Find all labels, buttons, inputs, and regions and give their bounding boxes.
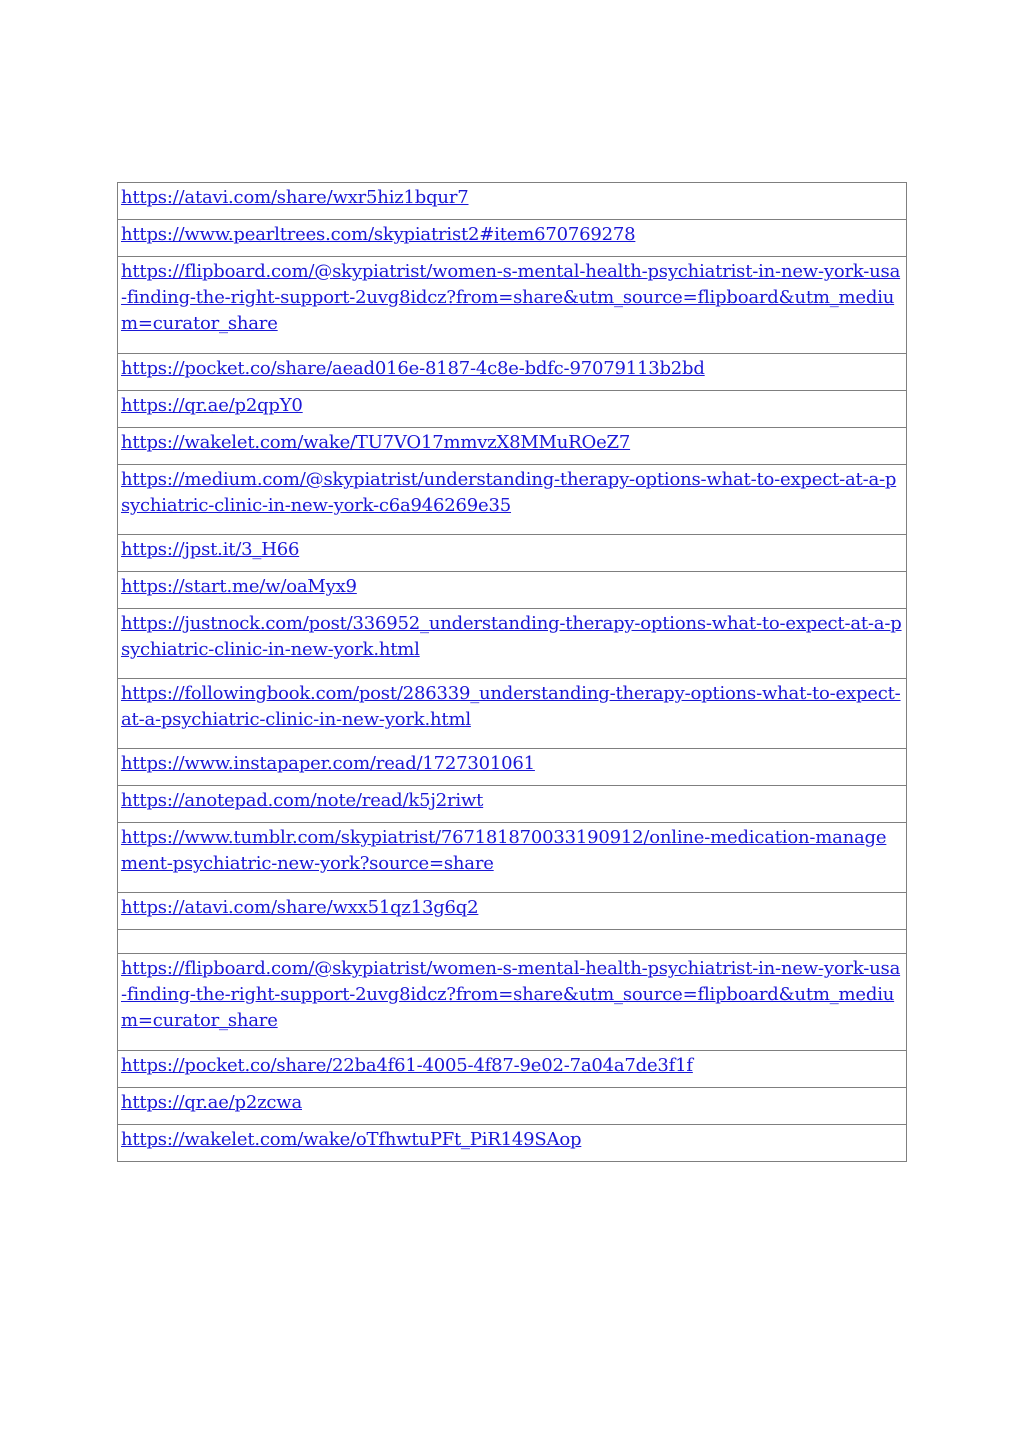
table-cell (118, 679, 907, 749)
link-followingbook[interactable]: https://followingbook.com/post/286339_understanding-therapy-options-what-to-expect-at-a-psychiatric-clinic-in-new-york.html (121, 683, 901, 730)
link-qr-2[interactable]: https://qr.ae/p2zcwa (121, 1092, 303, 1113)
table-row (118, 786, 907, 823)
link-pearltrees[interactable]: https://www.pearltrees.com/skypiatrist2#item670769278 (121, 224, 636, 245)
table-cell (118, 954, 907, 1051)
link-wakelet-2[interactable]: https://wakelet.com/wake/oTfhwtuPFt_PiR149SAop (121, 1129, 582, 1150)
table-row (118, 391, 907, 428)
table-row (118, 679, 907, 749)
link-instapaper[interactable]: https://www.instapaper.com/read/1727301061 (121, 753, 535, 774)
table-cell (118, 893, 907, 930)
link-tumblr[interactable]: https://www.tumblr.com/skypiatrist/767181870033190912/online-medication-management-psychiatric-new-york?source=share (121, 827, 887, 874)
table-row (118, 823, 907, 893)
link-medium[interactable]: https://medium.com/@skypiatrist/understanding-therapy-options-what-to-expect-at-a-psychiatric-clinic-in-new-york-c6a946269e35 (121, 469, 897, 516)
table-cell (118, 465, 907, 535)
table-row (118, 465, 907, 535)
table-row (118, 354, 907, 391)
table-row (118, 183, 907, 220)
table-row (118, 893, 907, 930)
table-row (118, 1051, 907, 1088)
link-anotepad[interactable]: https://anotepad.com/note/read/k5j2riwt (121, 790, 484, 811)
link-atavi-1[interactable]: https://atavi.com/share/wxr5hiz1bqur7 (121, 187, 469, 208)
table-cell (118, 930, 907, 954)
table-row (118, 749, 907, 786)
table-cell (118, 1051, 907, 1088)
table-cell (118, 391, 907, 428)
table-cell (118, 749, 907, 786)
link-justnock[interactable]: https://justnock.com/post/336952_understanding-therapy-options-what-to-expect-at-a-psychiatric-clinic-in-new-york.html (121, 613, 902, 660)
link-atavi-2[interactable]: https://atavi.com/share/wxx51qz13g6q2 (121, 897, 479, 918)
table-row (118, 609, 907, 679)
table-cell (118, 428, 907, 465)
table-cell (118, 609, 907, 679)
table-cell (118, 354, 907, 391)
table-row (118, 535, 907, 572)
link-pocket-2[interactable]: https://pocket.co/share/22ba4f61-4005-4f87-9e02-7a04a7de3f1f (121, 1055, 693, 1076)
table-row (118, 572, 907, 609)
table-cell (118, 786, 907, 823)
table-cell (118, 257, 907, 354)
link-flipboard-2[interactable]: https://flipboard.com/@skypiatrist/women-s-mental-health-psychiatrist-in-new-york-usa-finding-the-right-support-2uvg8idcz?from=share&utm_source=flipboard&utm_medium=curator_share (121, 958, 901, 1031)
table-row (118, 1088, 907, 1125)
link-pocket-1[interactable]: https://pocket.co/share/aead016e-8187-4c8e-bdfc-97079113b2bd (121, 358, 705, 379)
table-row (118, 428, 907, 465)
links-table (117, 182, 907, 1162)
table-cell (118, 1088, 907, 1125)
table-row (118, 954, 907, 1051)
link-startme[interactable]: https://start.me/w/oaMyx9 (121, 576, 357, 597)
table-cell (118, 183, 907, 220)
table-row (118, 220, 907, 257)
table-cell (118, 823, 907, 893)
link-jpst[interactable]: https://jpst.it/3_H66 (121, 539, 300, 560)
link-flipboard-1[interactable]: https://flipboard.com/@skypiatrist/women-s-mental-health-psychiatrist-in-new-york-usa-finding-the-right-support-2uvg8idcz?from=share&utm_source=flipboard&utm_medium=curator_share (121, 261, 901, 334)
table-cell (118, 220, 907, 257)
table-row (118, 1125, 907, 1162)
link-wakelet-1[interactable]: https://wakelet.com/wake/TU7VO17mmvzX8MMuROeZ7 (121, 432, 631, 453)
table-row-empty (118, 930, 907, 954)
link-qr-1[interactable]: https://qr.ae/p2qpY0 (121, 395, 303, 416)
table-row (118, 257, 907, 354)
table-cell (118, 535, 907, 572)
table-cell (118, 1125, 907, 1162)
table-cell (118, 572, 907, 609)
